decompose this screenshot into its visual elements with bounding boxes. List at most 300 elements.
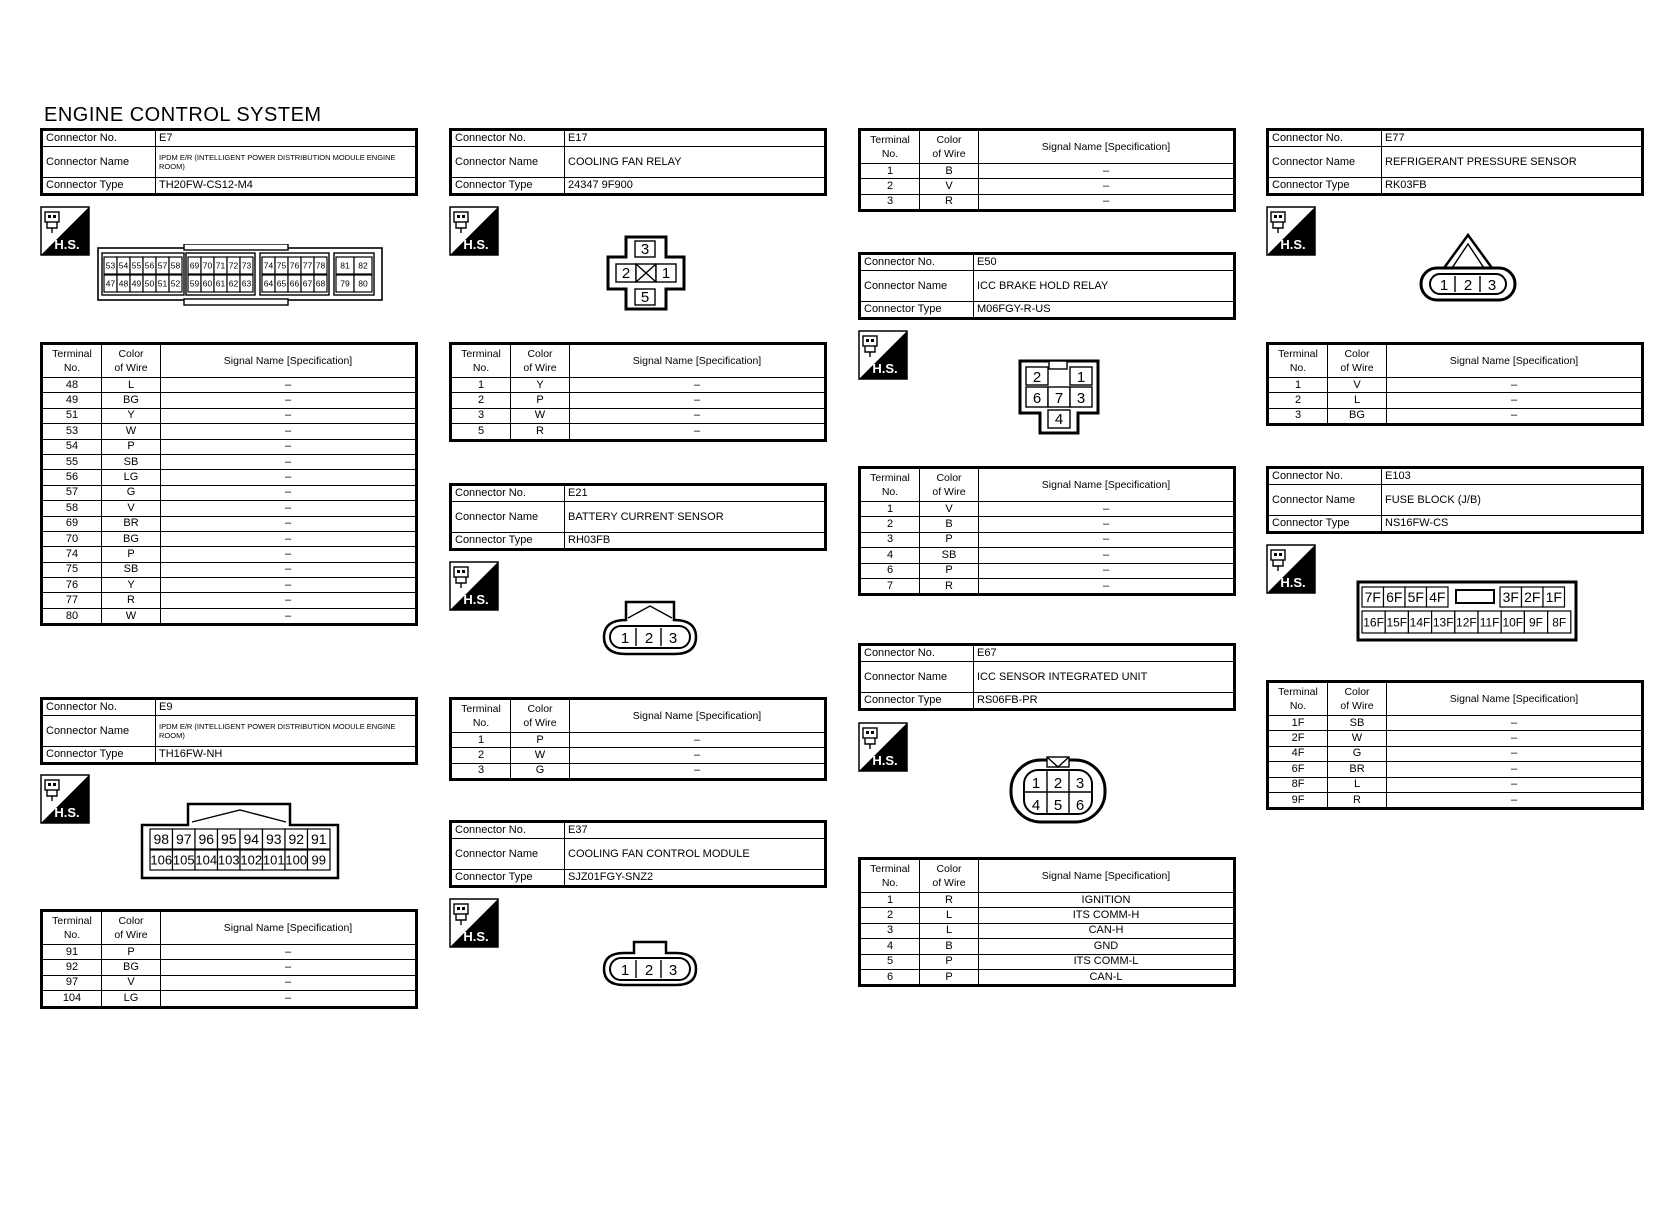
terminal-no: 1F: [1268, 716, 1328, 731]
terminal-no: 4: [860, 548, 920, 563]
table-row: [1268, 408, 1643, 424]
color-header: Color of Wire: [920, 130, 979, 164]
table-row: [42, 547, 417, 562]
pin-label: 104: [195, 852, 218, 868]
signal-name: ITS COMM-H: [979, 908, 1235, 923]
terminal-no: 58: [42, 501, 102, 516]
signal-name: GND: [979, 939, 1235, 954]
pin-label: 3: [1076, 390, 1086, 407]
pin-label: 10F: [1502, 615, 1524, 630]
connector-type-label: Connector Type: [451, 533, 565, 550]
pin-label: 97: [175, 831, 192, 848]
terminal-table-e21: [449, 697, 827, 781]
signal-name: –: [161, 975, 417, 990]
terminal-no: 2: [1268, 393, 1328, 408]
wire-color: L: [1328, 393, 1387, 408]
signal-name: –: [979, 502, 1235, 517]
pin-label: 100: [285, 852, 308, 868]
terminal-no: 92: [42, 960, 102, 975]
color-header: Color of Wire: [1328, 344, 1387, 378]
connector-header-e67: [858, 643, 1236, 711]
pin-label: 3: [668, 630, 678, 647]
hs-icon: [40, 774, 90, 829]
svg-text:H.S.: H.S.: [463, 237, 489, 252]
terminal-no: 76: [42, 578, 102, 593]
connector-name-value: REFRIGERANT PRESSURE SENSOR: [1382, 147, 1643, 178]
connector-name-value: ICC SENSOR INTEGRATED UNIT: [974, 662, 1235, 693]
terminal-no: 3: [860, 923, 920, 938]
signal-name: –: [979, 179, 1235, 194]
connector-no-label: Connector No.: [860, 645, 974, 662]
signal-name: –: [570, 748, 826, 763]
signal-header: Signal Name [Specification]: [570, 699, 826, 733]
signal-name: –: [161, 547, 417, 562]
connector-name-label: Connector Name: [860, 271, 974, 302]
connector-type-value: RH03FB: [565, 533, 826, 550]
signal-name: –: [161, 470, 417, 485]
pin-label: 79: [340, 278, 350, 289]
wire-color: Y: [102, 408, 161, 423]
connector-name-value: IPDM E/R (INTELLIGENT POWER DISTRIBUTION MODULE ENGINE ROOM): [156, 716, 417, 747]
terminal-no: 48: [42, 378, 102, 393]
pin-label: 48: [118, 278, 129, 289]
pin-label: 12F: [1456, 615, 1477, 630]
signal-name: –: [161, 578, 417, 593]
connector-no-label: Connector No.: [451, 130, 565, 147]
wire-color: W: [511, 408, 570, 423]
signal-name: –: [979, 194, 1235, 210]
wire-color: G: [511, 763, 570, 779]
signal-name: IGNITION: [979, 893, 1235, 908]
pin-label: 2: [1053, 775, 1063, 792]
signal-name: –: [1387, 731, 1643, 746]
pin-label: 66: [289, 278, 300, 289]
terminal-no: 2: [860, 179, 920, 194]
pin-label: 70: [202, 260, 213, 271]
pin-label: 1: [1076, 369, 1086, 386]
pin-label: 11F: [1479, 615, 1500, 630]
connector-header-e21: [449, 483, 827, 551]
signal-name: –: [1387, 716, 1643, 731]
table-row: [42, 408, 417, 423]
pin-label: 74: [263, 260, 274, 271]
wire-color: P: [920, 969, 979, 985]
table-row: [860, 954, 1235, 969]
connector-name-label: Connector Name: [42, 147, 156, 178]
pin-label: 4: [1054, 411, 1064, 428]
pin-label: 16F: [1363, 615, 1384, 630]
table-row: [42, 593, 417, 608]
pin-label: 6F: [1386, 589, 1403, 606]
signal-name: –: [161, 424, 417, 439]
terminal-no: 3: [451, 763, 511, 779]
wire-color: V: [102, 501, 161, 516]
pin-label: 1F: [1545, 589, 1562, 606]
wire-color: P: [102, 547, 161, 562]
wire-color: B: [920, 939, 979, 954]
pin-label: 69: [189, 260, 200, 271]
terminal-no: 104: [42, 991, 102, 1007]
connector-name-label: Connector Name: [451, 839, 565, 870]
table-row: [42, 562, 417, 577]
hs-icon: [858, 722, 908, 777]
pin-label: 55: [131, 260, 142, 271]
wire-color: P: [102, 945, 161, 960]
connector-face-e77: [1418, 232, 1518, 304]
table-row: [1268, 378, 1643, 393]
signal-name: –: [161, 516, 417, 531]
svg-text:H.S.: H.S.: [1280, 575, 1306, 590]
wire-color: R: [920, 578, 979, 594]
connector-no-value: E103: [1382, 468, 1643, 485]
terminal-no: 54: [42, 439, 102, 454]
pin-label: 53: [105, 260, 116, 271]
connector-type-label: Connector Type: [451, 178, 565, 195]
hs-icon: [449, 561, 499, 616]
wire-color: BG: [1328, 408, 1387, 424]
pin-label: 6: [1075, 797, 1085, 814]
signal-header: Signal Name [Specification]: [979, 130, 1235, 164]
connector-no-label: Connector No.: [860, 254, 974, 271]
connector-type-label: Connector Type: [1268, 516, 1382, 533]
pin-label: 58: [170, 260, 181, 271]
pin-label: 59: [189, 278, 200, 289]
table-row: [42, 424, 417, 439]
table-row: [1268, 792, 1643, 808]
signal-name: –: [570, 393, 826, 408]
pin-label: 62: [228, 278, 239, 289]
table-row: [451, 748, 826, 763]
signal-name: –: [1387, 792, 1643, 808]
terminal-no: 1: [1268, 378, 1328, 393]
connector-header-e50: [858, 252, 1236, 320]
wire-color: V: [920, 502, 979, 517]
terminal-no: 2F: [1268, 731, 1328, 746]
terminal-no: 56: [42, 470, 102, 485]
table-row: [860, 969, 1235, 985]
wire-color: V: [102, 975, 161, 990]
pin-label: 99: [311, 852, 326, 868]
table-row: [42, 531, 417, 546]
pin-label: 2: [644, 962, 654, 979]
connector-type-value: 24347 9F900: [565, 178, 826, 195]
pin-label: 77: [302, 260, 313, 271]
connector-name-label: Connector Name: [860, 662, 974, 693]
signal-name: –: [979, 548, 1235, 563]
table-row: [42, 439, 417, 454]
terminal-no: 3: [451, 408, 511, 423]
pin-label: 1: [1031, 775, 1041, 792]
connector-name-value: FUSE BLOCK (J/B): [1382, 485, 1643, 516]
pin-label: 5: [640, 289, 650, 306]
pin-label: 95: [220, 831, 237, 848]
wire-color: B: [920, 164, 979, 179]
table-row: [42, 485, 417, 500]
wire-color: Y: [102, 578, 161, 593]
terminal-no: 4: [860, 939, 920, 954]
wire-color: L: [1328, 777, 1387, 792]
pin-label: 75: [276, 260, 287, 271]
terminal-no: 75: [42, 562, 102, 577]
signal-name: –: [979, 563, 1235, 578]
table-row: [860, 502, 1235, 517]
table-row: [42, 454, 417, 469]
pin-label: 9F: [1528, 615, 1544, 630]
terminal-no: 9F: [1268, 792, 1328, 808]
signal-name: –: [161, 593, 417, 608]
pin-label: 96: [198, 831, 215, 848]
pin-label: 1: [1439, 277, 1449, 294]
connector-name-value: ICC BRAKE HOLD RELAY: [974, 271, 1235, 302]
connector-type-value: RS06FB-PR: [974, 693, 1235, 710]
terminal-no: 8F: [1268, 777, 1328, 792]
signal-name: –: [161, 408, 417, 423]
connector-type-value: NS16FW-CS: [1382, 516, 1643, 533]
color-header: Color of Wire: [102, 911, 161, 945]
terminal-no: 1: [860, 893, 920, 908]
signal-header: Signal Name [Specification]: [979, 468, 1235, 502]
pin-label: 3: [1075, 775, 1085, 792]
table-row: [451, 408, 826, 423]
connector-name-value: COOLING FAN RELAY: [565, 147, 826, 178]
svg-text:H.S.: H.S.: [54, 805, 80, 820]
pin-label: 15F: [1386, 615, 1408, 630]
connector-type-value: TH16FW-NH: [156, 747, 417, 764]
connector-no-value: E67: [974, 645, 1235, 662]
signal-name: –: [161, 454, 417, 469]
pin-label: 5F: [1407, 589, 1424, 606]
signal-header: Signal Name [Specification]: [1387, 682, 1643, 716]
pin-label: 61: [215, 278, 226, 289]
wire-color: W: [511, 748, 570, 763]
signal-header: Signal Name [Specification]: [570, 344, 826, 378]
terminal-no: 7: [860, 578, 920, 594]
signal-name: –: [161, 485, 417, 500]
table-row: [860, 517, 1235, 532]
table-row: [860, 563, 1235, 578]
signal-name: –: [161, 562, 417, 577]
color-header: Color of Wire: [920, 468, 979, 502]
table-row: [42, 960, 417, 975]
terminal-no: 2: [451, 393, 511, 408]
pin-label: 76: [289, 260, 300, 271]
pin-label: 71: [215, 260, 226, 271]
terminal-header: Terminal No.: [860, 468, 920, 502]
pin-label: 5: [1053, 797, 1063, 814]
signal-name: CAN-L: [979, 969, 1235, 985]
wire-color: L: [920, 923, 979, 938]
terminal-table-e103: [1266, 680, 1644, 810]
wire-color: L: [102, 378, 161, 393]
terminal-no: 77: [42, 593, 102, 608]
terminal-no: 1: [451, 733, 511, 748]
pin-label: 73: [241, 260, 252, 271]
table-row: [860, 923, 1235, 938]
svg-text:H.S.: H.S.: [1280, 237, 1306, 252]
svg-text:H.S.: H.S.: [872, 361, 898, 376]
wire-color: SB: [920, 548, 979, 563]
terminal-no: 5: [860, 954, 920, 969]
table-row: [451, 763, 826, 779]
terminal-no: 70: [42, 531, 102, 546]
terminal-no: 4F: [1268, 746, 1328, 761]
hs-icon: [1266, 544, 1316, 599]
terminal-no: 57: [42, 485, 102, 500]
terminal-no: 1: [860, 502, 920, 517]
connector-name-label: Connector Name: [451, 147, 565, 178]
wire-color: R: [511, 424, 570, 440]
connector-face-e9: [140, 800, 340, 880]
wire-color: SB: [102, 454, 161, 469]
terminal-no: 2: [860, 908, 920, 923]
connector-header-e17: [449, 128, 827, 196]
wire-color: BR: [1328, 762, 1387, 777]
color-header: Color of Wire: [102, 344, 161, 378]
signal-header: Signal Name [Specification]: [161, 344, 417, 378]
wire-color: R: [102, 593, 161, 608]
pin-label: 4F: [1429, 589, 1446, 606]
color-header: Color of Wire: [920, 859, 979, 893]
wire-color: SB: [1328, 716, 1387, 731]
terminal-no: 6: [860, 969, 920, 985]
wire-color: BG: [102, 960, 161, 975]
hs-icon: [858, 330, 908, 385]
pin-label: 103: [217, 852, 240, 868]
connector-face-e21: [602, 598, 698, 658]
pin-label: 8F: [1552, 615, 1567, 630]
table-row: [860, 532, 1235, 547]
terminal-no: 74: [42, 547, 102, 562]
pin-label: 6: [1032, 390, 1042, 407]
table-row: [860, 548, 1235, 563]
table-row: [451, 393, 826, 408]
signal-name: ITS COMM-L: [979, 954, 1235, 969]
color-header: Color of Wire: [511, 344, 570, 378]
signal-name: –: [161, 945, 417, 960]
pin-label: 7: [1054, 390, 1064, 407]
signal-name: –: [570, 763, 826, 779]
pin-label: 1: [620, 962, 630, 979]
pin-label: 63: [241, 278, 252, 289]
signal-name: –: [570, 378, 826, 393]
connector-type-label: Connector Type: [451, 870, 565, 887]
wire-color: L: [920, 908, 979, 923]
pin-label: 106: [150, 852, 173, 868]
signal-name: –: [161, 378, 417, 393]
signal-name: –: [161, 393, 417, 408]
signal-name: –: [1387, 746, 1643, 761]
connector-no-label: Connector No.: [42, 130, 156, 147]
terminal-no: 3: [1268, 408, 1328, 424]
pin-label: 65: [276, 278, 287, 289]
table-row: [860, 939, 1235, 954]
connector-type-value: SJZ01FGY-SNZ2: [565, 870, 826, 887]
signal-name: –: [979, 532, 1235, 547]
pin-label: 3F: [1502, 589, 1519, 606]
table-row: [860, 893, 1235, 908]
wire-color: BG: [102, 531, 161, 546]
pin-label: 102: [240, 852, 263, 868]
connector-no-value: E50: [974, 254, 1235, 271]
connector-no-label: Connector No.: [451, 822, 565, 839]
terminal-table-e77: [1266, 342, 1644, 426]
connector-name-value: BATTERY CURRENT SENSOR: [565, 502, 826, 533]
table-row: [1268, 777, 1643, 792]
wire-color: P: [102, 439, 161, 454]
connector-type-label: Connector Type: [860, 693, 974, 710]
hs-icon: [40, 206, 90, 261]
connector-face-e67: [1008, 754, 1108, 826]
signal-name: –: [161, 439, 417, 454]
pin-label: 7F: [1364, 589, 1381, 606]
table-row: [860, 908, 1235, 923]
terminal-no: 3: [860, 194, 920, 210]
signal-name: –: [1387, 408, 1643, 424]
signal-name: –: [161, 531, 417, 546]
connector-header-e77: [1266, 128, 1644, 196]
pin-label: 92: [288, 831, 305, 848]
pin-label: 93: [265, 831, 282, 848]
wire-color: B: [920, 517, 979, 532]
wire-color: P: [920, 563, 979, 578]
table-row: [860, 194, 1235, 210]
wire-color: R: [1328, 792, 1387, 808]
connector-face-e17: [604, 233, 688, 313]
signal-header: Signal Name [Specification]: [1387, 344, 1643, 378]
pin-label: 13F: [1432, 615, 1454, 630]
terminal-header: Terminal No.: [42, 344, 102, 378]
wire-color: R: [920, 893, 979, 908]
pin-label: 51: [157, 278, 168, 289]
signal-name: –: [161, 991, 417, 1007]
table-row: [42, 608, 417, 624]
wire-color: G: [1328, 746, 1387, 761]
connector-type-label: Connector Type: [42, 747, 156, 764]
table-row: [42, 470, 417, 485]
pin-label: 2: [644, 630, 654, 647]
table-row: [42, 975, 417, 990]
pin-label: 67: [302, 278, 313, 289]
connector-type-value: RK03FB: [1382, 178, 1643, 195]
pin-label: 2F: [1524, 589, 1541, 606]
hs-icon: [449, 898, 499, 953]
table-row: [1268, 716, 1643, 731]
table-row: [1268, 731, 1643, 746]
signal-name: –: [979, 517, 1235, 532]
pin-label: 81: [340, 260, 350, 271]
pin-label: 50: [144, 278, 155, 289]
pin-label: 2: [621, 265, 631, 282]
terminal-no: 91: [42, 945, 102, 960]
pin-label: 91: [310, 831, 327, 848]
connector-no-value: E77: [1382, 130, 1643, 147]
connector-name-label: Connector Name: [1268, 485, 1382, 516]
pin-label: 94: [243, 831, 260, 848]
pin-label: 4: [1031, 797, 1041, 814]
connector-no-label: Connector No.: [451, 485, 565, 502]
table-row: [451, 424, 826, 440]
table-row: [42, 945, 417, 960]
table-row: [42, 578, 417, 593]
connector-header-e9: [40, 697, 418, 765]
wire-color: W: [102, 608, 161, 624]
pin-label: 64: [263, 278, 274, 289]
wire-color: P: [511, 393, 570, 408]
pin-label: 3: [668, 962, 678, 979]
terminal-header: Terminal No.: [42, 911, 102, 945]
wire-color: LG: [102, 470, 161, 485]
connector-type-value: M06FGY-R-US: [974, 302, 1235, 319]
